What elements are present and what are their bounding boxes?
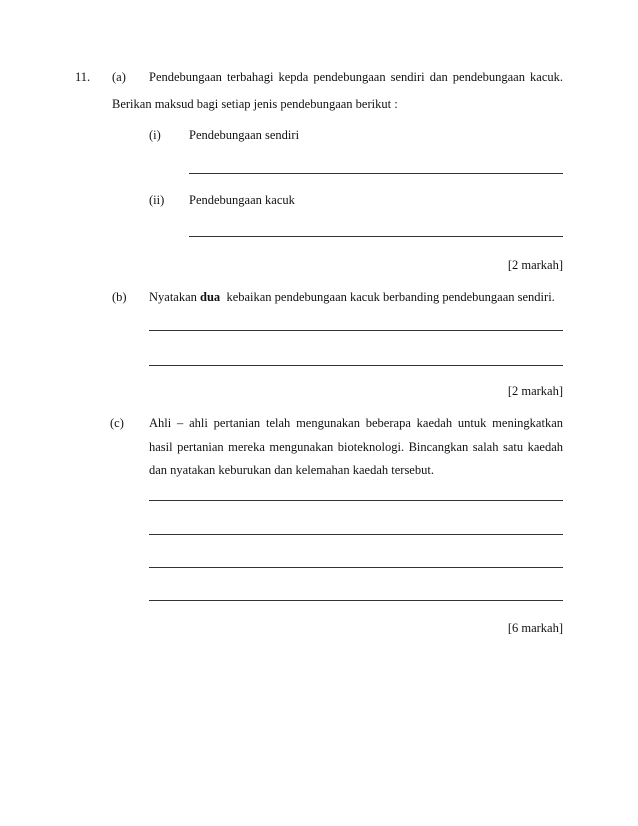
- part-c-marks: [6 markah]: [507, 621, 563, 635]
- part-a-question-line-2: Berikan maksud bagi setiap jenis pendebungaan berikut :: [112, 97, 398, 111]
- answer-line-a-i: [189, 173, 563, 174]
- answer-line-c-1: [149, 500, 563, 501]
- part-c-question-line-3: dan nyatakan keburukan dan kelemahan kaedah tersebut.: [149, 463, 434, 477]
- part-c-question-line-1: Ahli – ahli pertanian telah mengunakan beberapa kaedah untuk meningkatkan: [149, 416, 563, 430]
- part-a-label: (a): [112, 70, 126, 84]
- part-c-question-line-2: hasil pertanian mereka mengunakan bioteknologi. Bincangkan salah satu kaedah: [149, 440, 563, 454]
- part-a-question-line-1: Pendebungaan terbahagi kepda pendebungaan sendiri dan pendebungaan kacuk.: [149, 70, 563, 84]
- part-b-label: (b): [112, 290, 127, 304]
- part-a-marks: [2 markah]: [507, 258, 563, 272]
- part-b-question: [149, 290, 555, 305]
- answer-line-b-1: [149, 330, 563, 331]
- question-number: 11.: [75, 70, 91, 84]
- part-a-sub-i-label: (i): [149, 128, 161, 142]
- answer-line-c-4: [149, 600, 563, 601]
- answer-line-a-ii: [189, 236, 563, 237]
- answer-line-c-3: [149, 567, 563, 568]
- answer-line-b-2: [149, 365, 563, 366]
- part-c-label: (c): [110, 416, 124, 430]
- part-a-sub-ii-text: Pendebungaan kacuk: [189, 193, 295, 207]
- part-a-sub-ii-label: (ii): [149, 193, 165, 207]
- part-b-marks: [2 markah]: [507, 384, 563, 398]
- answer-line-c-2: [149, 534, 563, 535]
- part-b-text-start: Nyatakan: [149, 290, 201, 304]
- part-b-emphasis: dua: [200, 290, 221, 304]
- part-b-text-end: kebaikan pendebungaan kacuk berbanding pendebungaan sendiri.: [220, 290, 555, 304]
- part-a-sub-i-text: Pendebungaan sendiri: [189, 128, 300, 142]
